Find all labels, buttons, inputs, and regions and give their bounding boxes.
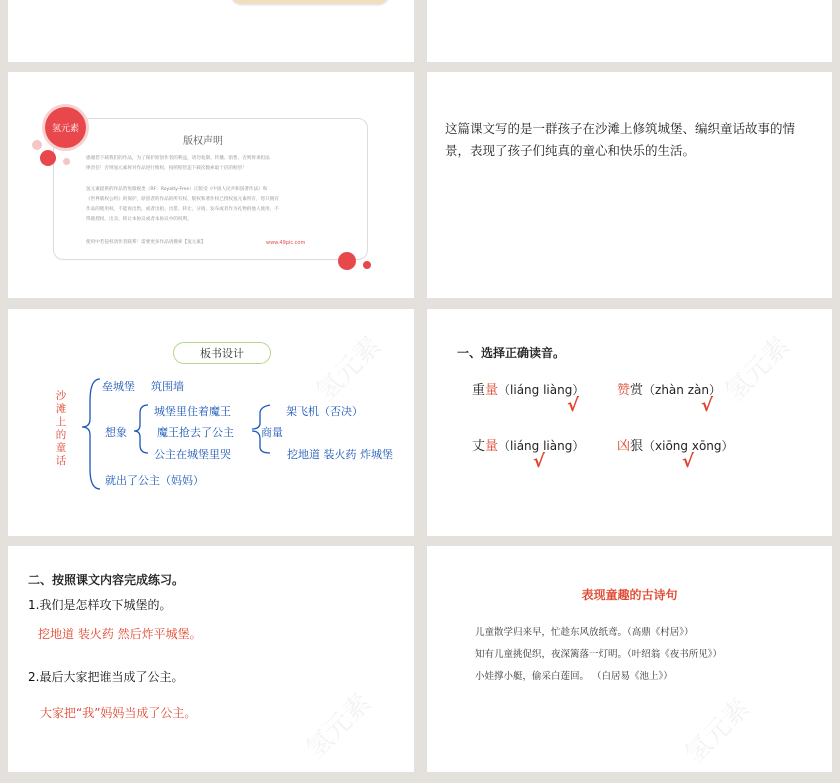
watermark: 氢元素 xyxy=(719,331,796,408)
slide-1-partial[interactable] xyxy=(8,0,414,62)
slide-board-design[interactable] xyxy=(8,309,414,536)
copyright-line: 感谢您下载我们的作品，为了保护原创作者的利益，请勿复制、传播、销售，否则将承担法 xyxy=(86,156,270,161)
summary-text: 这篇课文写的是一群孩子在沙滩上修筑城堡、编织童话故事的情景，表现了孩子们纯真的童心和快乐的生活。 xyxy=(445,121,796,158)
poem-line: 小娃撑小艇，偷采白莲回。 （白居易《池上》） xyxy=(475,671,673,682)
word-part: 重 xyxy=(472,383,486,398)
board-item: 就出了公主（妈妈） xyxy=(105,474,204,487)
question-2: 2.最后大家把谁当成了公主。 xyxy=(28,670,184,684)
slide-copyright[interactable] xyxy=(8,72,414,298)
watermark: 氢元素 xyxy=(310,331,387,408)
board-item: 公主在城堡里哭 xyxy=(154,448,231,461)
copyright-line: 作品的使用权，不能再出售，或者出租、出借、转让、分销、发布或者作为礼物供他人使用，不 xyxy=(86,207,279,212)
title-pill xyxy=(230,0,390,4)
decor-dot xyxy=(32,140,42,150)
pinyin-options: （xiōng xōng） xyxy=(643,439,734,453)
word-highlight: 量 xyxy=(485,383,499,398)
slide-exercise[interactable] xyxy=(8,546,414,772)
board-item: 挖地道 装火药 炸城堡 xyxy=(287,448,393,461)
copyright-para-2 xyxy=(86,185,279,225)
board-item: 城堡里住着魔王 xyxy=(154,405,231,418)
pinyin-options: （liáng liàng） xyxy=(498,439,585,453)
pronounce-item xyxy=(617,435,734,454)
copyright-line: 律责任！否则氢元素将对作品进行维权，按照赔偿违下载次数索取十倍的赔偿！ xyxy=(86,166,247,171)
watermark: 氢元素 xyxy=(300,688,377,765)
check-mark: √ xyxy=(567,395,580,416)
decor-dot xyxy=(363,261,371,269)
brand-logo xyxy=(45,107,86,148)
word-highlight: 赞 xyxy=(617,383,631,398)
slide-summary[interactable] xyxy=(427,72,832,298)
brand-name: 氢元素 xyxy=(51,124,79,134)
copyright-line: 得就授权、出卖、转让本协议或者本协议中的权利。 xyxy=(86,217,192,222)
check-mark: √ xyxy=(682,451,695,472)
poem-line: 知有儿童挑促织，夜深篱落一灯明。（叶绍翁《夜书所见》） xyxy=(475,649,723,660)
board-item: 垒城堡 xyxy=(102,380,135,393)
slide-pronunciation[interactable] xyxy=(427,309,832,536)
copyright-footer: 使用中若侵权请作者联系！需要更多作品请搜索【氢元素】 xyxy=(86,240,206,245)
copyright-link[interactable]: www.49pic.com xyxy=(266,240,306,246)
check-mark: √ xyxy=(533,451,546,472)
copyright-line: 氢元素提供的作品皆免版税类（RF：Royalty-Free）正版受《中国人民共和国著作法》和 xyxy=(86,187,268,192)
board-item: 架飞机（否决） xyxy=(286,405,363,418)
watermark: 氢元素 xyxy=(679,693,756,770)
copyright-para-1 xyxy=(86,154,270,174)
board-vertical-title: 沙滩上的童话 xyxy=(55,390,67,467)
slide-2-partial[interactable] xyxy=(427,0,832,62)
pronounce-heading: 一、选择正确读音。 xyxy=(457,346,566,360)
decor-dot xyxy=(63,158,70,165)
check-mark: √ xyxy=(701,395,714,416)
poem-line: 儿童散学归来早，忙趁东风放纸鸢。（高鼎《村居》） xyxy=(475,627,694,638)
word-highlight: 凶 xyxy=(617,439,631,454)
board-title-label: 板书设计 xyxy=(200,347,244,360)
decor-dot xyxy=(338,252,356,270)
copyright-title: 版权声明 xyxy=(183,136,223,147)
pinyin-options: （zhàn zàn） xyxy=(643,383,721,397)
board-item: 想象 xyxy=(105,426,127,439)
copyright-line: 《世界版权公约》的保护，原创者的作品的所有权、版权和著作权已授权氢元素所有，您只拥有 xyxy=(86,197,279,202)
board-item: 筑围墙 xyxy=(151,380,184,393)
word-part: 狠 xyxy=(630,439,644,454)
word-part: 赏 xyxy=(630,383,644,398)
answer-1: 挖地道 装火药 然后炸平城堡。 xyxy=(38,627,202,641)
board-item: 商量 xyxy=(261,426,283,439)
pinyin-options: （liáng liàng） xyxy=(498,383,585,397)
answer-2: 大家把“我”妈妈当成了公主。 xyxy=(40,706,197,720)
exercise-heading: 二、按照课文内容完成练习。 xyxy=(28,573,185,587)
slide-poems[interactable] xyxy=(427,546,832,772)
word-part: 丈 xyxy=(472,439,486,454)
pronounce-item xyxy=(472,435,584,454)
word-highlight: 量 xyxy=(485,439,499,454)
board-item: 魔王抢去了公主 xyxy=(157,426,234,439)
question-1: 1.我们是怎样攻下城堡的。 xyxy=(28,598,172,612)
poem-title: 表现童趣的古诗句 xyxy=(581,588,678,602)
decor-dot xyxy=(40,150,56,166)
